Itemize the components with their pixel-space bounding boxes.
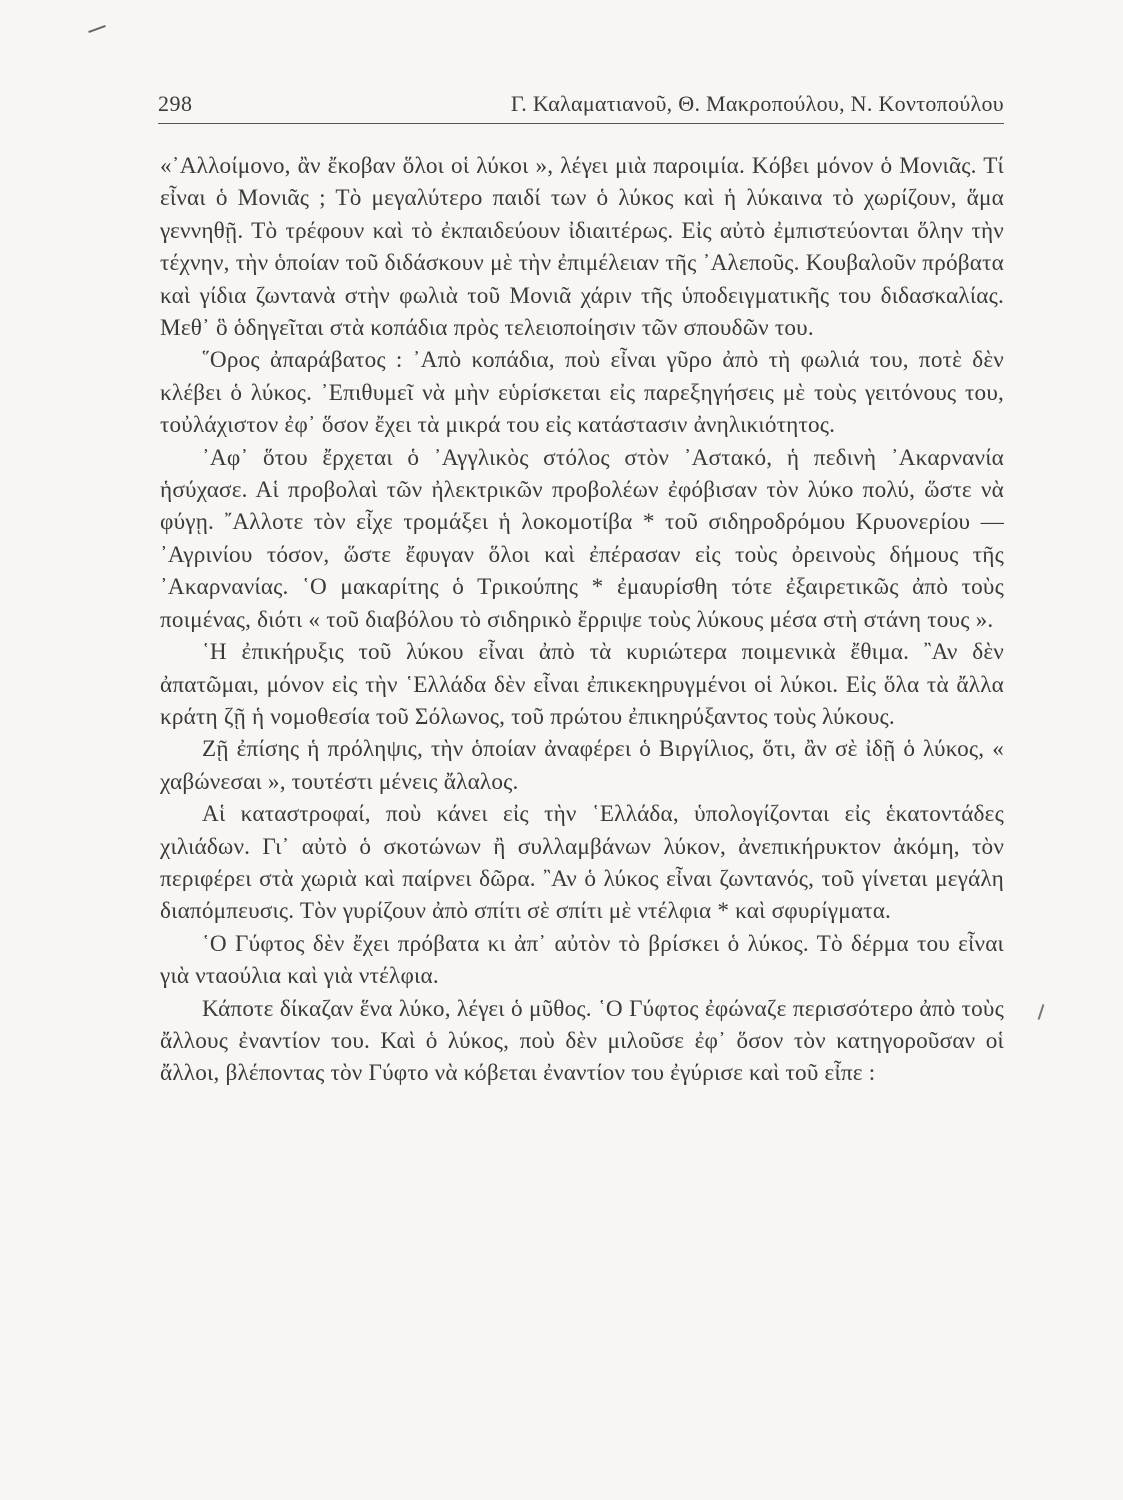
running-head: Γ. Καλαματιανοῦ, Θ. Μακροπούλου, Ν. Κοντοπούλου [510,91,1004,116]
scan-mark [88,25,106,33]
paragraph: Αἱ καταστροφαί, ποὺ κάνει εἰς τὴν ῾Ελλάδα, ὑπολογίζονται εἰς ἑκατοντάδες χιλιάδων. Γι᾿ αὐτὸ ὁ σκοτώνων ἢ συλλαμβάνων λύκον, ἀνεπικήρυκτον ἀκόμη, τὸν περιφέρει στὰ χωριὰ καὶ παίρνει δῶρα. ῍Αν ὁ λύκος εἶναι ζωντανός, τοῦ γίνεται μεγάλη διαπόμπευσις. Τὸν γυρίζουν ἀπὸ σπίτι σὲ σπίτι μὲ ντέλφια * καὶ σφυρίγματα. [160,801,1004,925]
paragraph: Ζῇ ἐπίσης ἡ πρόληψις, τὴν ὁποίαν ἀναφέρει ὁ Βιργίλιος, ὅτι, ἂν σὲ ἰδῇ ὁ λύκος, « χαβώνεσαι », τουτέστι μένεις ἄλαλος. [160,736,1004,795]
page-number: 298 [158,91,193,116]
paragraph: ᾿Αφ᾿ ὅτου ἔρχεται ὁ ᾿Αγγλικὸς στόλος στὸν ᾿Αστακό, ἡ πεδινὴ ᾿Ακαρνανία ἡσύχασε. Αἱ προβολαὶ τῶν ἠλεκτρικῶν προβολέων ἐφόβισαν τὸν λύκο πολύ, ὥστε νὰ φύγῃ. ῎Αλλοτε τὸν εἶχε τρομάξει ἡ λοκομοτίβα * τοῦ σιδηροδρόμου Κρυονερίου — ᾿Αγρινίου τόσον, ὥστε ἔφυγαν ὅλοι καὶ ἐπέρασαν εἰς τοὺς ὀρεινοὺς δήμους τῆς ᾿Ακαρνανίας. ῾Ο μακαρίτης ὁ Τρικούπης * ἐμαυρίσθη τότε ἐξαιρετικῶς ἀπὸ τοὺς ποιμένας, διότι « τοῦ διαβόλου τὸ σιδηρικὸ ἔρριψε τοὺς λύκους μέσα στὴ στάνη τους ». [160,444,1004,633]
paragraph: ῞Ορος ἀπαράβατος : ᾿Απὸ κοπάδια, ποὺ εἶναι γῦρο ἀπὸ τὴ φωλιά του, ποτὲ δὲν κλέβει ὁ λύκος. ᾿Επιθυμεῖ νὰ μὴν εὑρίσκεται εἰς παρεξηγήσεις μὲ τοὺς γειτόνους του, τοὐλάχιστον ἐφ᾿ ὅσον ἔχει τὰ μικρά του εἰς κατάστασιν ἀνηλικιότητος. [160,347,1004,439]
paragraph: «᾿Αλλοίμονο, ἂν ἔκοβαν ὅλοι οἱ λύκοι », λέγει μιὰ παροιμία. Κόβει μόνον ὁ Μονιᾶς. Τί εἶναι ὁ Μονιᾶς ; Τὸ μεγαλύτερο παιδί των ὁ λύκος καὶ ἡ λύκαινα τὸ χωρίζουν, ἅμα γεννηθῇ. Τὸ τρέφουν καὶ τὸ ἐκπαιδεύουν ἰδιαιτέρως. Εἰς αὐτὸ ἐμπιστεύονται ὅλην τὴν τέχνην, τὴν ὁποίαν τοῦ διδάσκουν μὲ τὴν ἐπιμέλειαν τῆς ᾿Αλεποῦς. Κουβαλοῦν πρόβατα καὶ γίδια ζωντανὰ στὴν φωλιὰ τοῦ Μονιᾶ χάριν τῆς ὑποδειγματικῆς του διδασκαλίας. Μεθ᾿ ὃ ὁδηγεῖται στὰ κοπάδια πρὸς τελειοποίησιν τῶν σπουδῶν του. [160,153,1004,342]
scan-mark [1038,1004,1045,1020]
body-text [160,150,1004,1090]
paragraph: ῾Η ἐπικήρυξις τοῦ λύκου εἶναι ἀπὸ τὰ κυριώτερα ποιμενικὰ ἔθιμα. ῍Αν δὲν ἀπατῶμαι, μόνον εἰς τὴν ῾Ελλάδα δὲν εἶναι ἐπικεκηρυγμένοι οἱ λύκοι. Εἰς ὅλα τὰ ἄλλα κράτη ζῇ ἡ νομοθεσία τοῦ Σόλωνος, τοῦ πρώτου ἐπικηρύξαντος τοὺς λύκους. [160,639,1004,730]
paragraph: Κάποτε δίκαζαν ἕνα λύκο, λέγει ὁ μῦθος. ῾Ο Γύφτος ἐφώναζε περισσότερο ἀπὸ τοὺς ἄλλους ἐναντίον του. Καὶ ὁ λύκος, ποὺ δὲν μιλοῦσε ἐφ᾿ ὅσον τὸν κατηγοροῦσαν οἱ ἄλλοι, βλέποντας τὸν Γύφτο νὰ κόβεται ἐναντίον του ἐγύρισε καὶ τοῦ εἶπε : [160,995,1004,1087]
paragraph: ῾Ο Γύφτος δὲν ἔχει πρόβατα κι ἀπ᾿ αὐτὸν τὸ βρίσκει ὁ λύκος. Τὸ δέρμα του εἶναι γιὰ νταούλια καὶ γιὰ ντέλφια. [160,930,1004,990]
page-header [158,84,1004,124]
